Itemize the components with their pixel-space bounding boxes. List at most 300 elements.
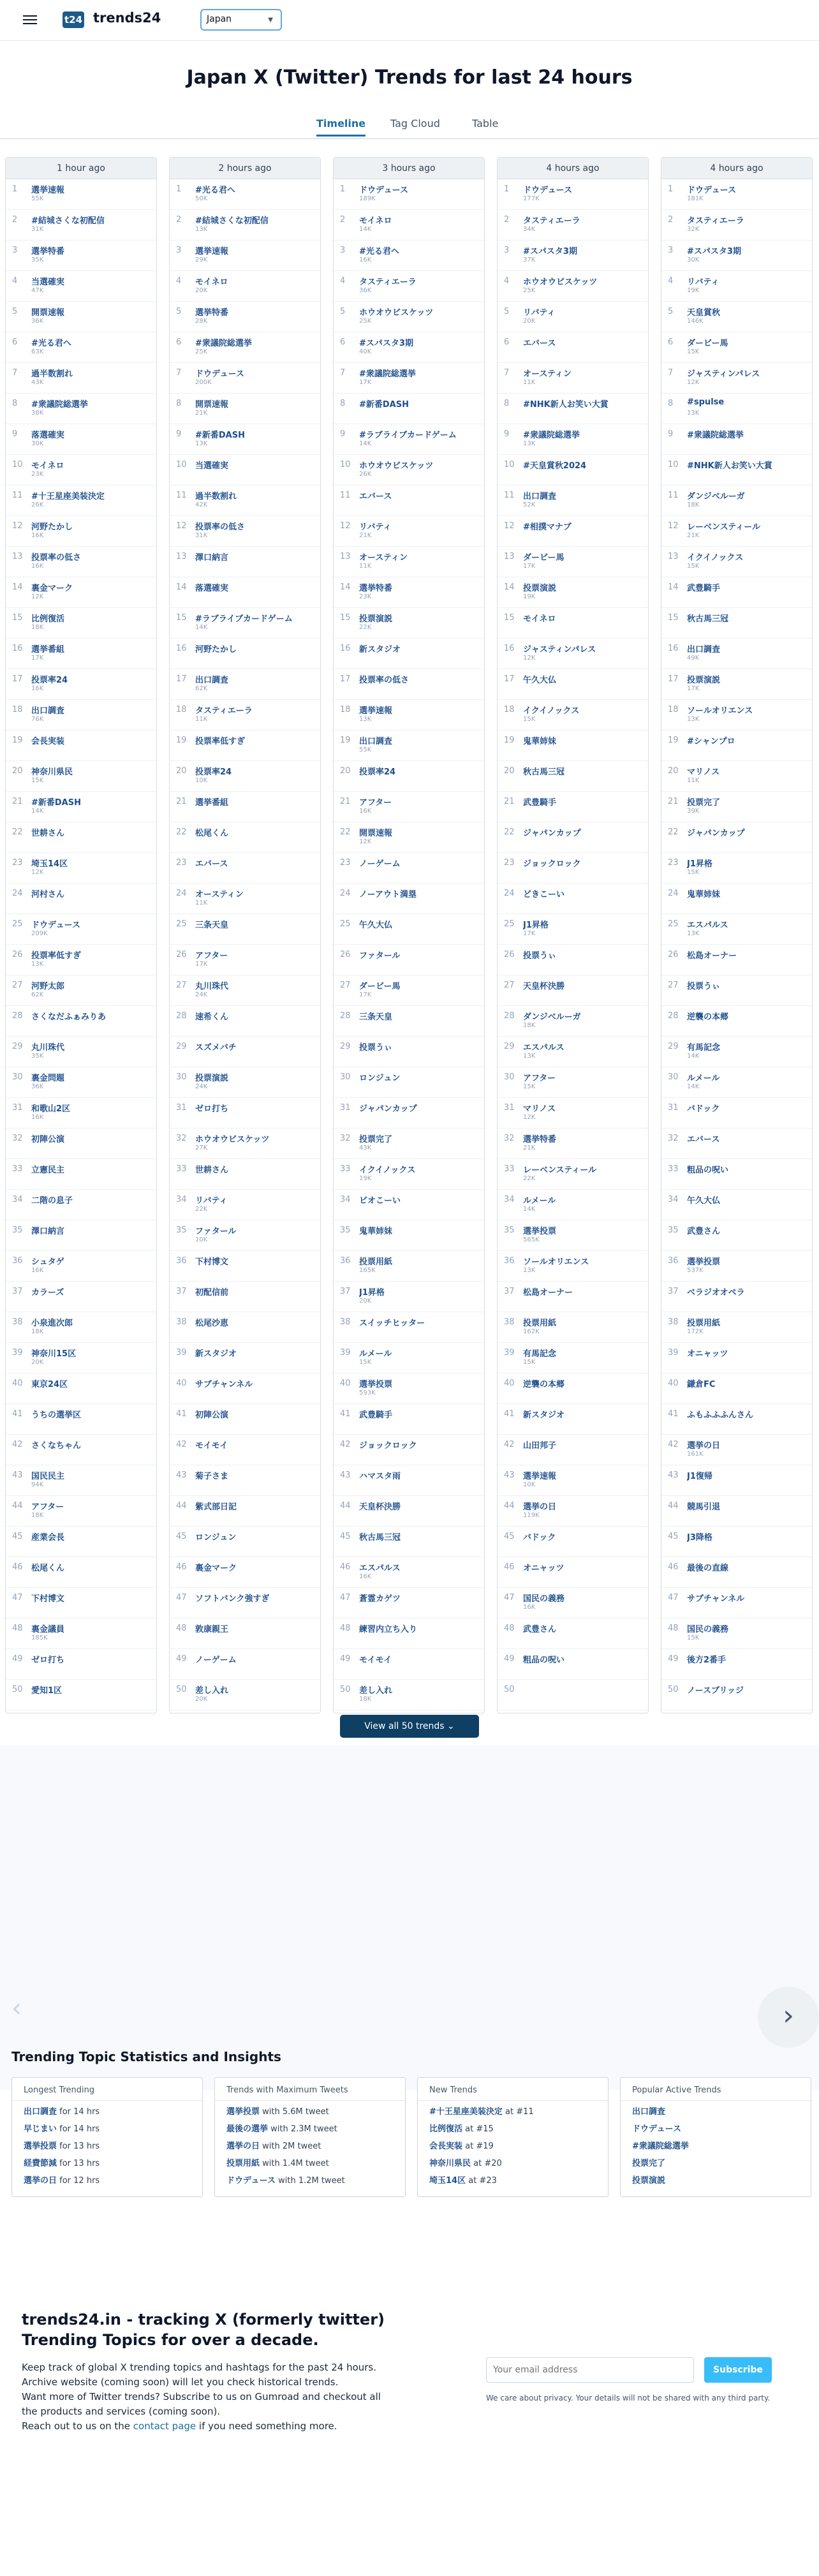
trend-link[interactable]: 秋古馬三冠	[523, 767, 565, 777]
trend-link[interactable]: ゼロ打ち	[195, 1104, 229, 1114]
trend-link[interactable]: 武豊騎手	[687, 584, 721, 593]
trend-link[interactable]: ドウデュース	[31, 921, 80, 930]
trend-link[interactable]: #相撲マナブ	[523, 522, 572, 532]
trend-link[interactable]: 鬼華姉妹	[359, 1227, 393, 1236]
trend-link[interactable]: 裏金議員	[31, 1625, 65, 1634]
trend-link[interactable]: 松島オーナー	[523, 1288, 573, 1298]
tweet-count: 17K	[195, 961, 208, 968]
trend-link[interactable]: レーベンスティール	[687, 522, 761, 532]
trend-link[interactable]: #NHK新人お笑い大賞	[687, 461, 772, 471]
logo-text[interactable]: trends24	[93, 10, 161, 26]
tab-table[interactable]: Table	[472, 117, 499, 130]
trend-link[interactable]: #新番DASH	[195, 431, 245, 440]
trend-link[interactable]: 武豊騎手	[359, 1410, 393, 1420]
trend-item	[661, 639, 812, 669]
trend-link[interactable]: 午久大仏	[523, 676, 557, 685]
trend-link[interactable]: 菊子さま	[195, 1472, 229, 1481]
trend-link[interactable]: リバティ	[359, 522, 392, 532]
trend-link[interactable]: J1昇格	[359, 1288, 385, 1298]
trend-link[interactable]: #光る君へ	[359, 247, 399, 256]
subscribe-button[interactable]: Subscribe	[704, 2357, 772, 2383]
trend-link[interactable]: マリノス	[523, 1104, 556, 1114]
trend-link[interactable]: 投票率の低さ	[195, 522, 246, 532]
trend-link[interactable]: イクイノックス	[687, 553, 744, 563]
trend-link[interactable]: J1復帰	[687, 1472, 712, 1481]
trend-item	[334, 1312, 484, 1343]
trend-link[interactable]: 投票演説	[523, 584, 557, 593]
trend-link[interactable]: 新スタジオ	[359, 645, 401, 655]
trend-link[interactable]: #ラブライブカードゲーム	[195, 614, 293, 624]
chevron-right-icon[interactable]: ›	[758, 1987, 819, 2048]
chevron-left-icon[interactable]: ‹	[11, 1994, 22, 2023]
trend-link[interactable]: サブチャンネル	[195, 1380, 253, 1389]
trend-link[interactable]: 練習内立ち入り	[359, 1625, 418, 1634]
trend-link[interactable]: エスパルス	[523, 1043, 564, 1053]
trend-rank: 50	[504, 1685, 515, 1694]
trend-link[interactable]: 投票率24	[31, 676, 68, 685]
trend-link[interactable]: 河村さん	[31, 890, 65, 899]
trend-link[interactable]: 最後の直線	[687, 1564, 729, 1573]
trend-link[interactable]: #天皇賞秋2024	[523, 461, 587, 471]
trend-link[interactable]: アフター	[359, 798, 392, 808]
trend-item	[498, 669, 648, 700]
trend-link[interactable]: ベラジオオペラ	[687, 1288, 745, 1298]
trend-link[interactable]: 産業会長	[31, 1533, 65, 1543]
trend-link[interactable]: 武豊さん	[523, 1625, 557, 1634]
trend-link[interactable]: 新スタジオ	[195, 1349, 237, 1359]
trend-link[interactable]: 出口調査	[195, 676, 229, 685]
trend-link[interactable]: 選挙特番	[359, 584, 393, 593]
trend-link[interactable]: 選挙速報	[195, 247, 229, 256]
trend-link[interactable]: 競馬引退	[687, 1502, 721, 1512]
tab-tag-cloud[interactable]: Tag Cloud	[390, 117, 440, 130]
trend-link[interactable]: うちの選挙区	[31, 1410, 82, 1420]
trend-link[interactable]: ジャパンカップ	[359, 1104, 417, 1114]
trend-link[interactable]: 差し入れ	[359, 1686, 393, 1696]
trend-link[interactable]: オースティン	[195, 890, 244, 899]
trend-link[interactable]: 裏金マーク	[31, 584, 73, 593]
trend-link[interactable]: #衆議院総選挙	[195, 339, 252, 348]
trend-link[interactable]: 初陣公演	[31, 1135, 65, 1144]
trend-link[interactable]: エバース	[687, 1135, 720, 1144]
tweet-count: 18K	[687, 501, 700, 508]
stat-trend-link[interactable]: 神奈川県民	[429, 2159, 471, 2168]
trend-link[interactable]: 三条天皇	[195, 921, 229, 930]
trend-link[interactable]: エバース	[359, 492, 392, 501]
trend-link[interactable]: 山田邦子	[523, 1441, 557, 1451]
trend-link[interactable]: ダービー馬	[687, 339, 728, 348]
trend-link[interactable]: 武豊さん	[687, 1227, 721, 1236]
menu-icon[interactable]	[23, 13, 37, 26]
trend-link[interactable]: 秋古馬三冠	[687, 614, 729, 624]
trend-link[interactable]: アフター	[195, 951, 228, 961]
trend-link[interactable]: 投票率の低さ	[31, 553, 82, 563]
trend-link[interactable]: ふもふふふんさん	[687, 1410, 754, 1420]
trend-link[interactable]: 会長実装	[31, 737, 65, 746]
trend-link[interactable]: J3降格	[687, 1533, 712, 1543]
trend-link[interactable]: 投票用紙	[687, 1319, 721, 1328]
trend-link[interactable]: ドウデュース	[359, 186, 408, 195]
trend-link[interactable]: 当選確実	[31, 278, 65, 287]
trend-link[interactable]: 敦康親王	[195, 1625, 229, 1634]
tab-timeline[interactable]: Timeline	[316, 117, 365, 137]
stat-trend-link[interactable]: 投票完了	[632, 2159, 666, 2168]
trend-link[interactable]: 午久大仏	[687, 1196, 721, 1206]
trend-link[interactable]: 速希くん	[195, 1012, 229, 1022]
trend-link[interactable]: 過半数割れ	[31, 369, 73, 379]
trend-link[interactable]: J1昇格	[687, 859, 712, 869]
trend-link[interactable]: 比例復活	[31, 614, 65, 624]
trend-link[interactable]: 投票率24	[195, 767, 232, 777]
trend-link[interactable]: 秋古馬三冠	[359, 1533, 401, 1543]
trend-link[interactable]: 投票率の低さ	[359, 676, 410, 685]
trend-link[interactable]: 澤口納言	[31, 1227, 65, 1236]
stat-trend-link[interactable]: 選挙の日	[226, 2142, 260, 2151]
trend-link[interactable]: 初配信前	[195, 1288, 229, 1298]
trend-link[interactable]: 逆襲の本郷	[687, 1012, 729, 1022]
stat-trend-link[interactable]: 最後の選挙	[226, 2124, 269, 2134]
trend-link[interactable]: レーベンスティール	[523, 1166, 597, 1175]
trend-item	[498, 1465, 648, 1496]
stat-trend-link[interactable]: 出口調査	[632, 2107, 666, 2117]
trend-link[interactable]: 出口調査	[359, 737, 393, 746]
trend-link[interactable]: 開票速報	[31, 308, 65, 318]
trend-link[interactable]: 差し入れ	[195, 1686, 229, 1696]
trend-link[interactable]: 国民民主	[31, 1472, 65, 1481]
trend-link[interactable]: モイモイ	[195, 1441, 228, 1451]
trend-link[interactable]: 河野太郎	[31, 982, 65, 991]
trend-link[interactable]: #光る君へ	[31, 339, 71, 348]
trend-link[interactable]: 後方2番手	[687, 1655, 727, 1665]
trend-link[interactable]: 松尾くん	[195, 829, 229, 838]
trend-link[interactable]: #新番DASH	[359, 400, 409, 410]
stat-trend-link[interactable]: #衆議院総選挙	[632, 2142, 689, 2151]
trend-link[interactable]: エスパルス	[687, 921, 728, 930]
trend-link[interactable]: 投票率24	[359, 767, 396, 777]
trend-link[interactable]: ソフトバンク強すぎ	[195, 1594, 270, 1604]
trend-link[interactable]: アフター	[523, 1074, 556, 1083]
trend-link[interactable]: 初陣公演	[195, 1410, 229, 1420]
trend-link[interactable]: 世耕さん	[31, 829, 65, 838]
trend-link[interactable]: サブチャンネル	[687, 1594, 745, 1604]
trend-link[interactable]: ノーゲーム	[359, 859, 401, 869]
trend-link[interactable]: 天皇賞秋	[687, 308, 721, 318]
trend-link[interactable]: どきこーい	[523, 890, 565, 899]
trend-link[interactable]: 鬼華姉妹	[523, 737, 557, 746]
trend-link[interactable]: タスティエーラ	[687, 216, 744, 226]
trend-link[interactable]: 投票演説	[359, 614, 393, 624]
trend-link[interactable]: 投票演説	[687, 676, 721, 685]
trend-link[interactable]: #新番DASH	[31, 798, 81, 808]
stat-trend-link[interactable]: 選挙投票	[24, 2142, 57, 2151]
trend-link[interactable]: タスティエーラ	[359, 278, 417, 287]
trend-link[interactable]: #シャンプロ	[687, 737, 735, 746]
trend-link[interactable]: 丸川珠代	[31, 1043, 65, 1053]
trend-link[interactable]: #spulse	[687, 397, 725, 407]
trend-link[interactable]: ノーゲーム	[195, 1655, 237, 1665]
trend-link[interactable]: 粗品の呪い	[523, 1655, 565, 1665]
trend-link[interactable]: #衆議院総選挙	[687, 431, 744, 440]
trend-link[interactable]: 鬼華姉妹	[687, 890, 721, 899]
trend-link[interactable]: 裏金マーク	[195, 1564, 237, 1573]
trend-link[interactable]: 下村博文	[31, 1594, 65, 1604]
trend-link[interactable]: ジャスティンパレス	[687, 369, 760, 379]
trend-link[interactable]: ロンジュン	[359, 1074, 401, 1083]
trend-link[interactable]: 神奈川県民	[31, 767, 73, 777]
trend-link[interactable]: エバース	[523, 339, 556, 348]
trend-link[interactable]: リバティ	[523, 308, 556, 318]
stat-trend-link[interactable]: 経費節減	[24, 2159, 57, 2168]
trend-link[interactable]: 新スタジオ	[523, 1410, 565, 1420]
trend-link[interactable]: 国民の義務	[687, 1625, 729, 1634]
trend-link[interactable]: さくなだふぁみりあ	[31, 1012, 107, 1022]
trend-link[interactable]: 選挙投票	[523, 1227, 557, 1236]
trend-link[interactable]: 天皇杯決勝	[523, 982, 565, 991]
trend-link[interactable]: 投票完了	[359, 1135, 393, 1144]
trend-link[interactable]: ダービー馬	[359, 982, 401, 991]
trend-link[interactable]: ジョックロック	[359, 1441, 417, 1451]
trend-link[interactable]: 裏金問題	[31, 1074, 65, 1083]
stat-trend-link[interactable]: 埼玉14区	[429, 2176, 466, 2186]
trend-link[interactable]: 神奈川15区	[31, 1349, 77, 1359]
trend-link[interactable]: 鎌倉FC	[687, 1380, 716, 1389]
trend-rank: 17	[12, 674, 23, 684]
trend-link[interactable]: アフター	[31, 1502, 64, 1512]
trend-link[interactable]: 松尾くん	[31, 1564, 65, 1573]
stat-trend-link[interactable]: 比例復活	[429, 2124, 463, 2134]
trend-link[interactable]: 選挙の日	[523, 1502, 557, 1512]
trend-link[interactable]: 開票速報	[195, 400, 229, 410]
trend-link[interactable]: カラーズ	[31, 1288, 64, 1298]
trend-link[interactable]: 立憲民主	[31, 1166, 65, 1175]
trend-link[interactable]: イクイノックス	[359, 1166, 416, 1175]
trend-link[interactable]: 選挙速報	[31, 186, 65, 195]
trend-link[interactable]: ドウデュース	[523, 186, 572, 195]
trend-link[interactable]: ホウオウビスケッツ	[359, 308, 434, 318]
trend-link[interactable]: モイネロ	[523, 614, 556, 624]
trend-link[interactable]: モイネロ	[359, 216, 392, 226]
trend-link[interactable]: 国民の義務	[523, 1594, 565, 1604]
stat-trend-link[interactable]: 早じまい	[24, 2124, 57, 2134]
trend-link[interactable]: 埼玉14区	[31, 859, 68, 869]
trend-link[interactable]: 投票率低すぎ	[31, 951, 82, 961]
trend-link[interactable]: #衆議院総選挙	[31, 400, 88, 410]
trend-link[interactable]: ダンジベルーガ	[687, 492, 745, 501]
trend-link[interactable]: 小泉進次郎	[31, 1319, 73, 1328]
trend-link[interactable]: 二階の息子	[31, 1196, 73, 1206]
trend-link[interactable]: 選挙特番	[195, 308, 229, 318]
trend-link[interactable]: 東京24区	[31, 1380, 68, 1389]
trend-link[interactable]: #衆議院総選挙	[359, 369, 416, 379]
trend-link[interactable]: 三条天皇	[359, 1012, 393, 1022]
trend-link[interactable]: タスティエーラ	[523, 216, 580, 226]
trend-link[interactable]: 和歌山2区	[31, 1104, 71, 1114]
trend-link[interactable]: ドウデュース	[195, 369, 244, 379]
trend-link[interactable]: 落選確実	[31, 431, 65, 440]
trend-link[interactable]: 粗品の呪い	[687, 1166, 729, 1175]
trend-link[interactable]: イクイノックス	[523, 706, 580, 716]
trend-link[interactable]: 選挙投票	[359, 1380, 393, 1389]
trend-item	[334, 639, 484, 669]
view-all-button[interactable]	[340, 1715, 479, 1738]
stat-trend-link[interactable]: 会長実装	[429, 2142, 463, 2151]
trend-link[interactable]: #スパスタ3期	[523, 247, 577, 256]
trend-link[interactable]: ハマスタ雨	[359, 1472, 401, 1481]
trend-link[interactable]: #ラブライブカードゲーム	[359, 431, 457, 440]
trend-link[interactable]: 下村博文	[195, 1257, 229, 1267]
stat-trend-link[interactable]: 出口調査	[24, 2107, 57, 2117]
stat-trend-link[interactable]: ドウデュース	[632, 2124, 681, 2134]
trend-link[interactable]: 午久大仏	[359, 921, 393, 930]
trend-link[interactable]: #光る君へ	[195, 186, 235, 195]
trend-link[interactable]: #スパスタ3期	[359, 339, 413, 348]
trend-link[interactable]: 有馬記念	[523, 1349, 557, 1359]
trend-link[interactable]: オースティン	[523, 369, 572, 379]
trend-link[interactable]: 投票率低すぎ	[195, 737, 246, 746]
trend-link[interactable]: ホウオウビスケッツ	[195, 1135, 270, 1144]
trend-link[interactable]: バドック	[523, 1533, 556, 1543]
trend-link[interactable]: 松尾沙恵	[195, 1319, 229, 1328]
trend-link[interactable]: ノーアウト満塁	[359, 890, 417, 899]
trend-link[interactable]: シュタゲ	[31, 1257, 64, 1267]
trend-link[interactable]: 丸川珠代	[195, 982, 229, 991]
trend-link[interactable]: エスパルス	[359, 1564, 401, 1573]
trend-link[interactable]: #十王星座美装決定	[31, 492, 105, 501]
trend-link[interactable]: オニャッツ	[687, 1349, 728, 1359]
trend-link[interactable]: バドック	[687, 1104, 720, 1114]
trend-link[interactable]: 逆襲の本郷	[523, 1380, 565, 1389]
trend-link[interactable]: オニャッツ	[523, 1564, 564, 1573]
stat-trend-link[interactable]: ドウデュース	[226, 2176, 276, 2186]
stat-trend-link[interactable]: 選挙の日	[24, 2176, 57, 2186]
trend-item	[498, 884, 648, 914]
trend-link[interactable]: #スパスタ3期	[687, 247, 741, 256]
trend-link[interactable]: 投票用紙	[359, 1257, 393, 1267]
trend-link[interactable]: ジャスティンパレス	[523, 645, 596, 655]
trend-link[interactable]: モイネロ	[31, 461, 64, 471]
trend-link[interactable]: タスティエーラ	[195, 706, 253, 716]
trend-link[interactable]: 投票うぃ	[359, 1043, 393, 1053]
stat-trend-link[interactable]: 投票演説	[632, 2176, 666, 2186]
trend-link[interactable]: ビオこーい	[359, 1196, 401, 1206]
stat-row	[12, 2118, 202, 2135]
trend-link[interactable]: ファタール	[359, 951, 401, 961]
trend-link[interactable]: ノースブリッジ	[687, 1686, 744, 1696]
trend-item	[661, 1373, 812, 1404]
trend-link[interactable]: ホウオウビスケッツ	[359, 461, 434, 471]
trend-link[interactable]: ジョックロック	[523, 859, 581, 869]
trend-item	[661, 1251, 812, 1282]
trend-link[interactable]: モイネロ	[195, 278, 228, 287]
logo-icon[interactable]: t24	[63, 11, 84, 28]
contact-link[interactable]: contact page	[133, 2420, 196, 2432]
stat-trend-link[interactable]: #十王星座美装決定	[429, 2107, 503, 2117]
trend-link[interactable]: 愛知1区	[31, 1686, 63, 1696]
trend-link[interactable]: モイモイ	[359, 1655, 392, 1665]
trend-link[interactable]: 世耕さん	[195, 1166, 229, 1175]
trend-link[interactable]: エバース	[195, 859, 228, 869]
trend-link[interactable]: 松島オーナー	[687, 951, 737, 961]
tweet-count: 35K	[31, 1053, 44, 1060]
trend-link[interactable]: 蒼霊カゲツ	[359, 1594, 401, 1604]
trend-link[interactable]: ルメール	[359, 1349, 392, 1359]
trend-link[interactable]: 選挙番組	[195, 798, 229, 808]
trend-link[interactable]: 選挙投票	[687, 1257, 721, 1267]
trend-link[interactable]: ジャパンカップ	[687, 829, 745, 838]
trend-link[interactable]: オースティン	[359, 553, 408, 563]
trend-link[interactable]: ソールオリエンス	[523, 1257, 589, 1267]
trend-link[interactable]: 天皇杯決勝	[359, 1502, 401, 1512]
trend-link[interactable]: 開票速報	[359, 829, 393, 838]
trend-link[interactable]: 投票用紙	[523, 1319, 557, 1328]
trend-link[interactable]: ルメール	[687, 1074, 720, 1083]
trend-item	[498, 1496, 648, 1527]
trend-link[interactable]: スズメバチ	[195, 1043, 237, 1053]
trend-link[interactable]: 選挙特番	[31, 247, 65, 256]
trend-link[interactable]: マリノス	[687, 767, 719, 777]
trend-link[interactable]: 投票うぃ	[687, 982, 721, 991]
trend-link[interactable]: 投票演説	[195, 1074, 229, 1083]
trend-link[interactable]: #結城さくな初配信	[195, 216, 269, 226]
trend-link[interactable]: ダンジベルーガ	[523, 1012, 581, 1022]
trend-link[interactable]: 河野たかし	[31, 522, 73, 532]
trend-link[interactable]: 武豊騎手	[523, 798, 557, 808]
trend-link[interactable]: 紫式部日記	[195, 1502, 237, 1512]
trend-link[interactable]: #結城さくな初配信	[31, 216, 105, 226]
trend-link[interactable]: リバティ	[687, 278, 719, 287]
trend-link[interactable]: 出口調査	[687, 645, 721, 655]
trend-link[interactable]: 澤口納言	[195, 553, 229, 563]
trend-link[interactable]: #NHK新人お笑い大賞	[523, 400, 609, 410]
stat-trend-link[interactable]: 選挙投票	[226, 2107, 260, 2117]
trend-link[interactable]: ファタール	[195, 1227, 237, 1236]
trend-link[interactable]: 出口調査	[31, 706, 65, 716]
trend-link[interactable]: 落選確実	[195, 584, 229, 593]
trend-link[interactable]: 有馬記念	[687, 1043, 721, 1053]
trend-link[interactable]: 選挙特番	[523, 1135, 557, 1144]
trend-link[interactable]: ロンジュン	[195, 1533, 237, 1543]
trend-link[interactable]: ダービー馬	[523, 553, 564, 563]
trend-link[interactable]: 投票うぃ	[523, 951, 557, 961]
trend-item	[334, 945, 484, 975]
trend-link[interactable]: ホウオウビスケッツ	[523, 278, 598, 287]
country-select[interactable]	[200, 9, 282, 31]
trend-link[interactable]: J1昇格	[523, 921, 549, 930]
trend-link[interactable]: 選挙番組	[31, 645, 65, 655]
trend-link[interactable]: スイッチヒッター	[359, 1319, 425, 1328]
trend-link[interactable]: ルメール	[523, 1196, 556, 1206]
email-input[interactable]	[486, 2357, 694, 2383]
trend-link[interactable]: 選挙の日	[687, 1441, 721, 1451]
trend-link[interactable]: 当選確実	[195, 461, 229, 471]
stat-trend-link[interactable]: 投票用紙	[226, 2159, 260, 2168]
tweet-count: 14K	[359, 440, 372, 447]
trend-link[interactable]: ジャパンカップ	[523, 829, 581, 838]
trend-link[interactable]: 投票完了	[687, 798, 721, 808]
trend-link[interactable]: ソールオリエンス	[687, 706, 753, 716]
trend-rank: 27	[340, 981, 351, 990]
trend-link[interactable]: さくなちゃん	[31, 1441, 82, 1451]
trend-link[interactable]: リバティ	[195, 1196, 228, 1206]
trend-link[interactable]: ドウデュース	[687, 186, 736, 195]
trend-link[interactable]: 出口調査	[523, 492, 557, 501]
trend-link[interactable]: 選挙速報	[359, 706, 393, 716]
trend-link[interactable]: 過半数割れ	[195, 492, 237, 501]
trend-link[interactable]: ゼロ打ち	[31, 1655, 65, 1665]
trend-link[interactable]: 河野たかし	[195, 645, 237, 655]
trend-link[interactable]: 選挙速報	[523, 1472, 557, 1481]
trend-link[interactable]: #衆議院総選挙	[523, 431, 580, 440]
